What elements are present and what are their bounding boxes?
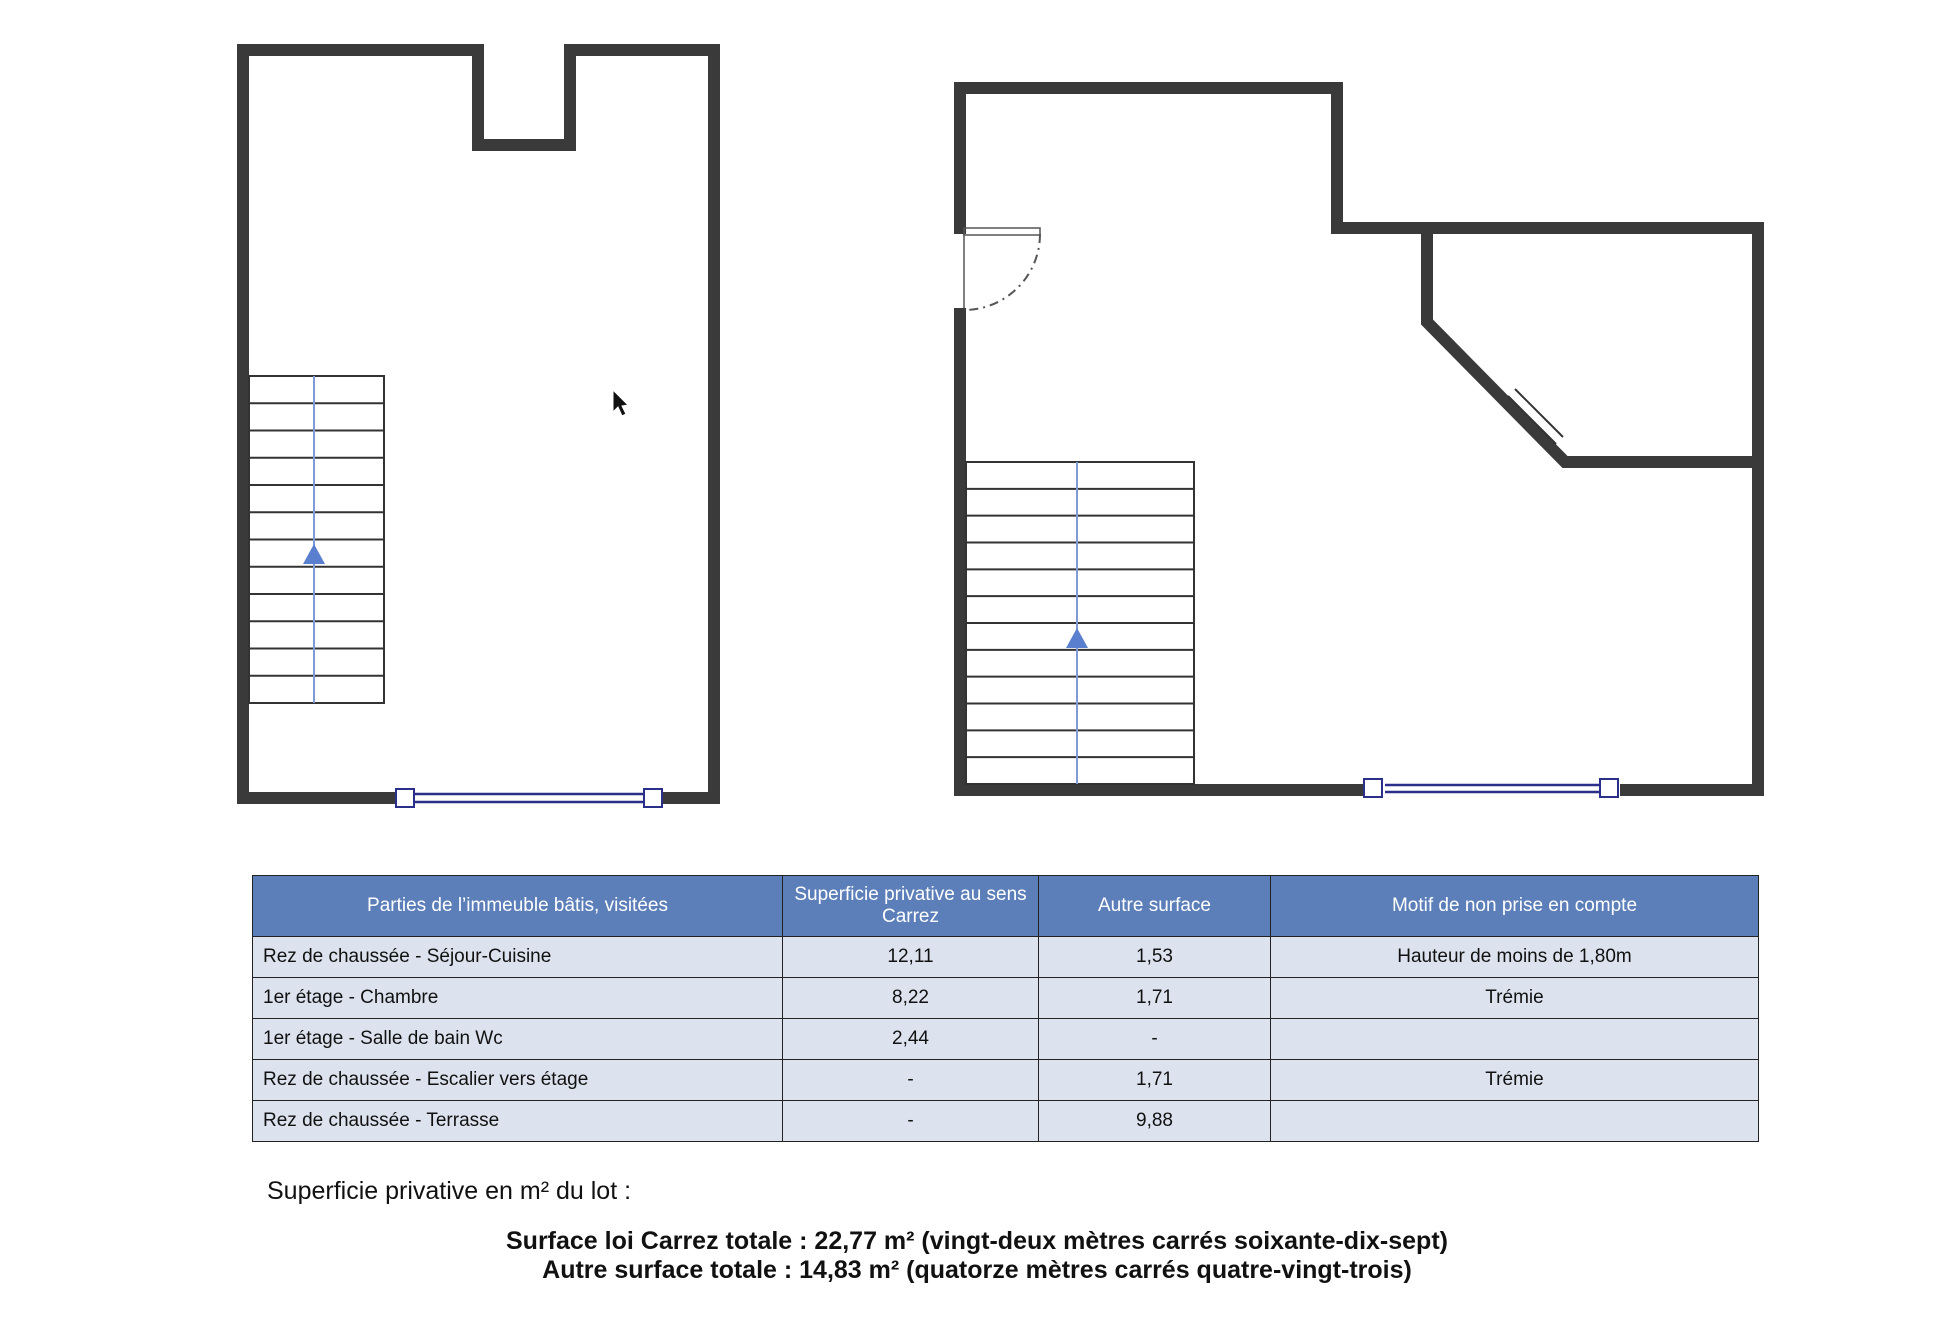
cell-reason: Trémie <box>1271 1060 1759 1101</box>
cell-carrez: 12,11 <box>783 937 1039 978</box>
table-row <box>253 978 1759 1019</box>
cell-part: Rez de chaussée - Terrasse <box>253 1101 783 1142</box>
cell-reason <box>1271 1019 1759 1060</box>
totals-block <box>0 1227 1954 1285</box>
other-total: Autre surface totale : 14,83 m² (quatorze mètres carrés quatre-vingt-trois) <box>542 1256 1412 1284</box>
cell-reason: Hauteur de moins de 1,80m <box>1271 937 1759 978</box>
cell-part: 1er étage - Chambre <box>253 978 783 1019</box>
cell-carrez: 8,22 <box>783 978 1039 1019</box>
ground-floor-plan <box>243 50 714 807</box>
header-other-area: Autre surface <box>1039 876 1271 937</box>
cell-part: Rez de chaussée - Séjour-Cuisine <box>253 937 783 978</box>
window-icon <box>1364 779 1620 798</box>
window-icon <box>396 789 662 807</box>
header-carrez-area: Superficie privative au sens Carrez <box>783 876 1039 937</box>
cell-carrez: 2,44 <box>783 1019 1039 1060</box>
door-swing-icon <box>953 228 1040 310</box>
header-parts: Parties de l’immeuble bâtis, visitées <box>253 876 783 937</box>
upper-floor-plan <box>953 88 1758 798</box>
header-exclusion-reason: Motif de non prise en compte <box>1271 876 1759 937</box>
mouse-cursor-icon <box>613 390 628 416</box>
cell-other: 1,53 <box>1039 937 1271 978</box>
cell-carrez: - <box>783 1101 1039 1142</box>
table-row <box>253 1060 1759 1101</box>
cell-other: 1,71 <box>1039 1060 1271 1101</box>
table-header-row <box>253 876 1759 937</box>
table-row <box>253 1101 1759 1142</box>
cell-reason: Trémie <box>1271 978 1759 1019</box>
ground-floor-staircase <box>249 376 384 703</box>
cell-other: 9,88 <box>1039 1101 1271 1142</box>
summary-heading: Superficie privative en m² du lot : <box>267 1177 632 1205</box>
cell-part: Rez de chaussée - Escalier vers étage <box>253 1060 783 1101</box>
table-row <box>253 1019 1759 1060</box>
upper-inner-walls <box>1427 228 1758 462</box>
table-row <box>253 937 1759 978</box>
upper-floor-staircase <box>966 462 1194 784</box>
cell-part: 1er étage - Salle de bain Wc <box>253 1019 783 1060</box>
cell-reason <box>1271 1101 1759 1142</box>
carrez-total: Surface loi Carrez totale : 22,77 m² (vingt-deux mètres carrés soixante-dix-sept) <box>506 1227 1448 1255</box>
cell-other: 1,71 <box>1039 978 1271 1019</box>
surface-table <box>252 875 1759 1142</box>
cell-carrez: - <box>783 1060 1039 1101</box>
cell-other: - <box>1039 1019 1271 1060</box>
